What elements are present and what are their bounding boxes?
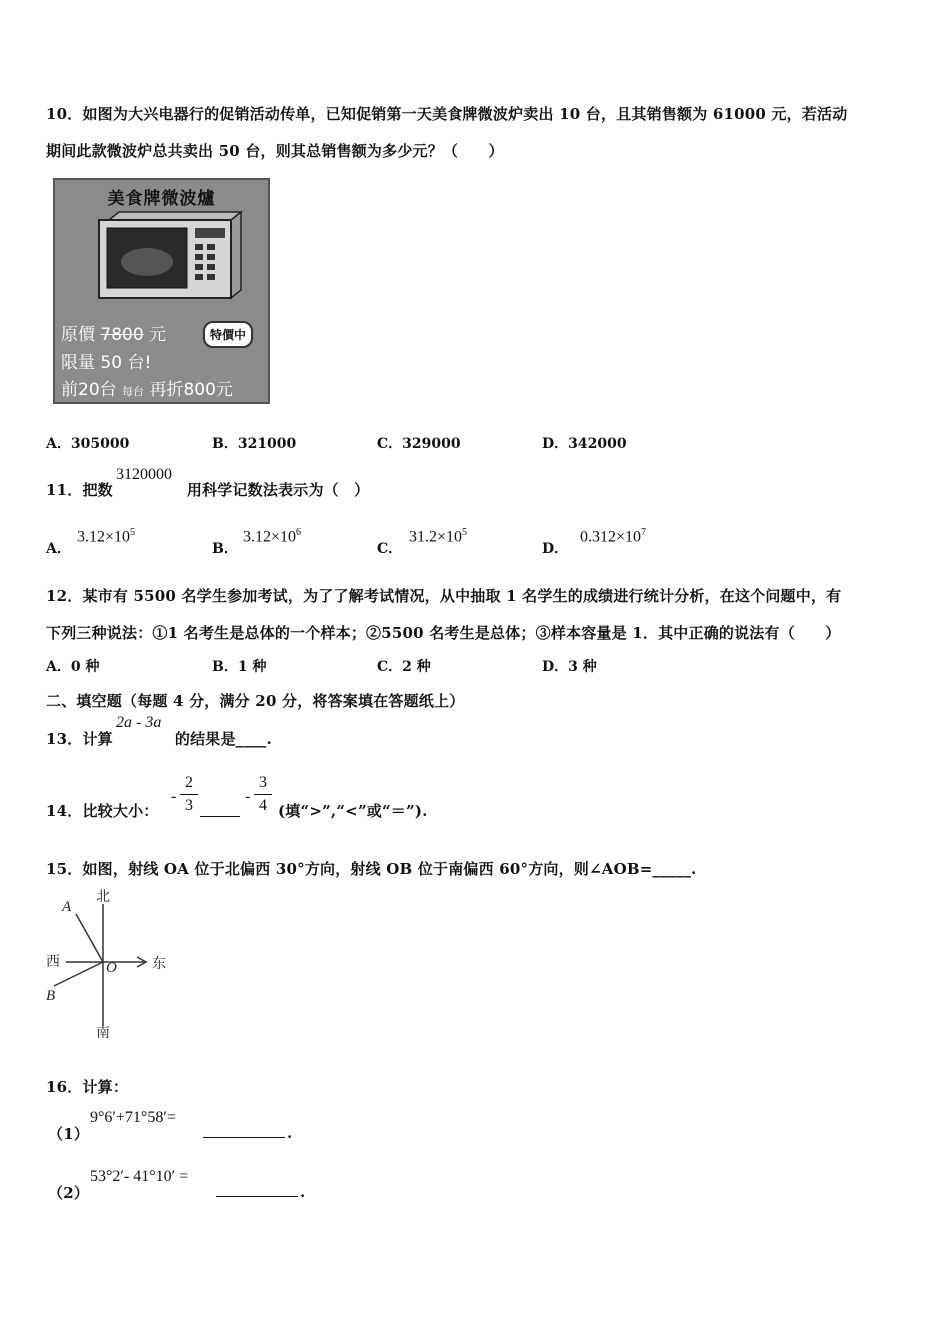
q11-option-c-label: C．: [377, 541, 403, 557]
q16-part2-blank: [216, 1196, 298, 1197]
compass-figure: [44, 886, 174, 1040]
q12-option-d: D．3 种: [542, 659, 597, 675]
q11-option-a-exp: 5: [130, 527, 136, 538]
q14-f2-denominator: 4: [259, 797, 267, 814]
ad-sale-badge: 特價中: [203, 321, 253, 348]
q13-expression: 2a - 3a: [116, 714, 162, 731]
compass-south: 南: [96, 1025, 110, 1041]
q16-part1-label: （1）: [48, 1125, 90, 1143]
q11-number: 3120000: [116, 466, 172, 483]
q14-f1-sign: -: [171, 788, 177, 805]
q10-option-a: A．305000: [46, 436, 130, 452]
q14-f2-sign: -: [245, 788, 251, 805]
q14-fraction-1: [180, 774, 198, 815]
q11-option-b-expr: [243, 527, 301, 546]
ad-limit: 限量 50 台!: [61, 353, 152, 373]
q10-line2: 期间此款微波炉总共卖出 50 台，则其总销售额为多少元？（ ）: [46, 142, 504, 160]
q11-prefix: 11．把数: [46, 481, 113, 499]
q16-part1-period: .: [287, 1124, 293, 1142]
q14-fraction-2: [254, 774, 272, 815]
q12-option-b: B．1 种: [212, 659, 267, 675]
q11-option-b-exp: 6: [296, 527, 302, 538]
q11-line: [46, 479, 369, 500]
q11-option-c-expr: [409, 527, 467, 546]
section-heading: 二、填空题（每题 4 分，满分 20 分，将答案填在答题纸上）: [46, 692, 465, 710]
point-a: A: [62, 899, 72, 915]
q10-option-d: D．342000: [542, 436, 627, 452]
ad-discount-prefix: 前20台: [61, 380, 117, 400]
q11-option-b-label: B．: [212, 541, 238, 557]
microwave-icon: [95, 210, 245, 310]
q14-f1-denominator: 3: [185, 797, 193, 814]
q11-option-b-base: 3.12×10: [243, 528, 297, 546]
q13-suffix: 的结果是____.: [174, 730, 272, 748]
q10-option-b: B．321000: [212, 436, 297, 452]
q16-title: 16．计算：: [46, 1078, 129, 1096]
q11-suffix: 用科学记数法表示为（ ）: [186, 481, 370, 499]
q12-line2: 下列三种说法：①1 名考生是总体的一个样本；②5500 名考生是总体；③样本容量是 1．其中正确的说法有（ ）: [46, 624, 841, 642]
compass-north: 北: [96, 889, 110, 905]
ad-price-value: 7800: [100, 325, 144, 345]
q16-part1-expression: 9°6′+71°58′=: [90, 1109, 176, 1126]
compass-west: 西: [46, 954, 60, 970]
q15-line: 15．如图，射线 OA 位于北偏西 30°方向，射线 OB 位于南偏西 60°方向，则∠AOB=_____.: [46, 860, 697, 878]
ad-discount-each: 每台: [122, 385, 145, 398]
q11-option-d-label: D．: [542, 541, 569, 557]
q14-f2-numerator: 3: [259, 774, 267, 791]
q11-option-d-exp: 7: [641, 527, 647, 538]
q14-prefix: 14．比较大小：: [46, 802, 159, 820]
point-b: B: [46, 988, 56, 1004]
compass-east: 东: [152, 956, 166, 972]
ad-discount-line: [61, 375, 233, 400]
q12-option-a: A．0 种: [46, 659, 100, 675]
q11-option-d-expr: [580, 527, 646, 546]
q16-part2-period: .: [300, 1183, 306, 1201]
q11-option-c-exp: 5: [462, 527, 468, 538]
q14-blank: [200, 816, 240, 817]
q14-suffix: (填“>”,“<”或“＝”).: [278, 802, 428, 820]
q11-option-d-base: 0.312×10: [580, 528, 642, 546]
ad-price-label: 原價: [61, 325, 95, 345]
ad-discount-suffix: 再折800元: [149, 380, 233, 400]
point-o: O: [106, 960, 117, 976]
q16-part1-blank: [203, 1137, 285, 1138]
q10-option-c: C．329000: [377, 436, 461, 452]
q13-prefix: 13．计算: [46, 730, 113, 748]
ad-title: 美食牌微波爐: [107, 189, 216, 209]
q11-option-c-base: 31.2×10: [409, 528, 463, 546]
q16-part2-expression: 53°2′- 41°10′ =: [90, 1168, 189, 1185]
q11-option-a-label: A．: [46, 541, 71, 557]
ad-price-line: [61, 320, 166, 345]
q14-f1-numerator: 2: [185, 774, 193, 791]
q12-line1: 12．某市有 5500 名学生参加考试，为了了解考试情况，从中抽取 1 名学生的成绩进行统计分析，在这个问题中，有: [46, 587, 842, 605]
ad-price-unit: 元: [149, 325, 167, 345]
q10-line1: 10．如图为大兴电器行的促销活动传单，已知促销第一天美食牌微波炉卖出 10 台，且其销售额为 61000 元，若活动: [46, 105, 848, 123]
q11-option-a-expr: [77, 527, 135, 546]
q12-option-c: C．2 种: [377, 659, 431, 675]
q16-part2-label: （2）: [48, 1184, 90, 1202]
microwave-ad-image: [53, 178, 270, 404]
q11-option-a-base: 3.12×10: [77, 528, 131, 546]
